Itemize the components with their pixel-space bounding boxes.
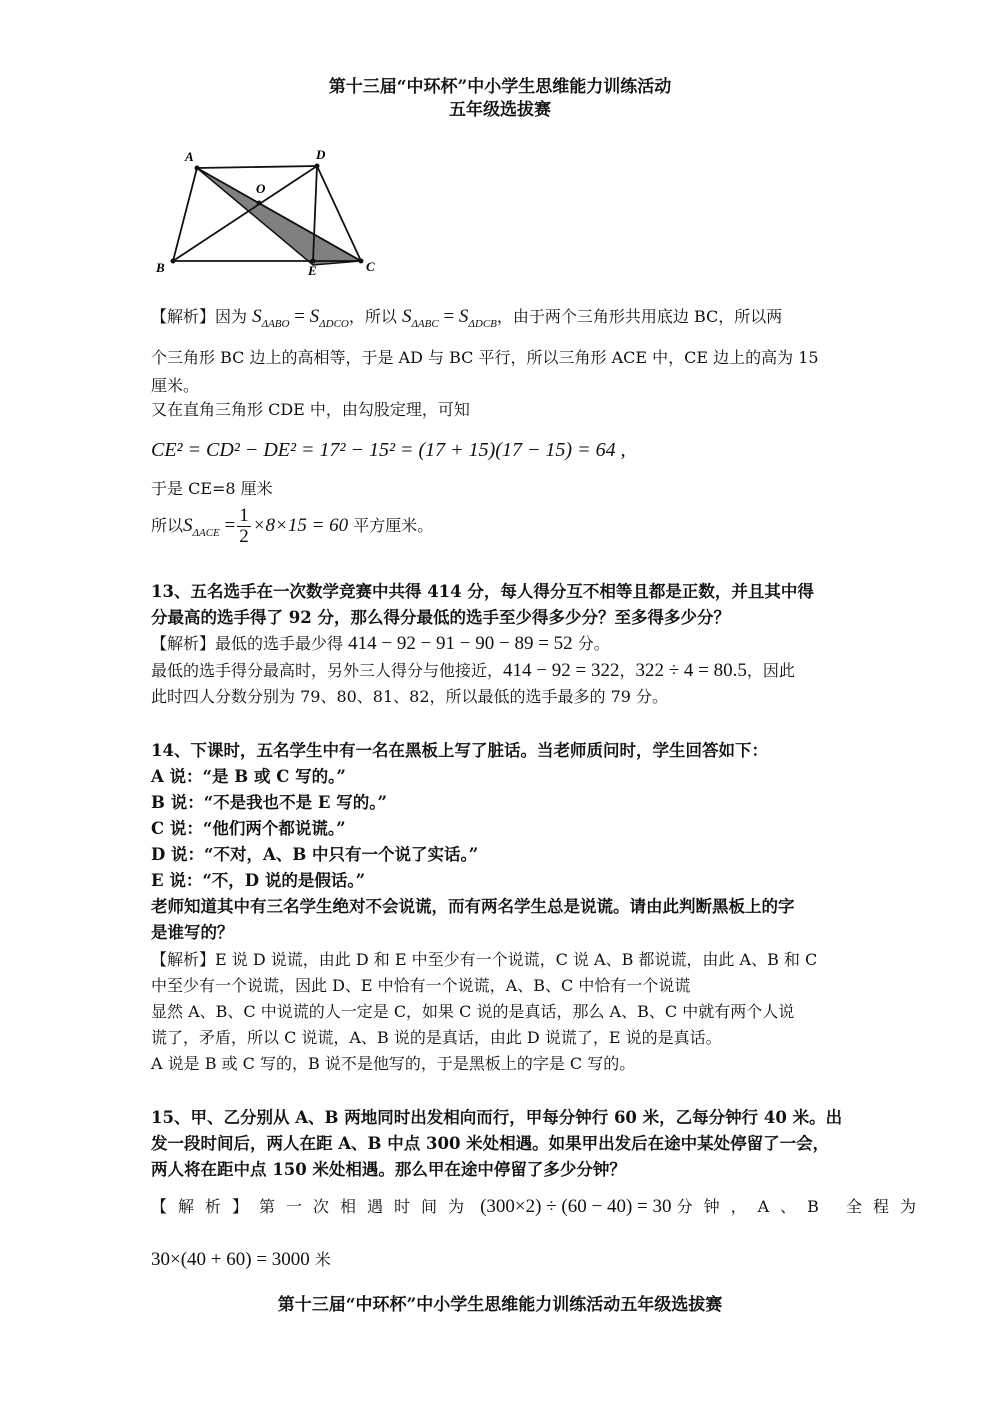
q13-solution-line-2: 最低的选手得分最高时，另外三人得分与他接近，414 − 92 = 322，322 ÷ 4 = 80.5，因此 bbox=[151, 660, 795, 681]
point-b bbox=[171, 259, 176, 264]
q13-solution-line-1: 【解析】最低的选手最少得 414 − 92 − 91 − 90 − 89 = 52 分。 bbox=[151, 633, 610, 654]
point-o bbox=[257, 201, 262, 206]
q12-solution-line-1: 【解析】因为 $S_{\Delta ABO} = S_{\Delta DCO}$，所以 $S_{\Delta ABC} = S_{\Delta DCB}$，由于两个三角形共用底边 BC，所以两 bbox=[151, 306, 783, 330]
q15-question-line-1: 15、甲、乙分别从 A、B 两地同时出发相向而行，甲每分钟行 60 米，乙每分钟行 40 米。出 bbox=[151, 1108, 843, 1127]
q14-statement-e: E 说：“不，D 说的是假话。” bbox=[151, 871, 366, 890]
label-c: C bbox=[366, 259, 375, 274]
page-title: 第十三届“中环杯”中小学生思维能力训练活动 bbox=[328, 77, 672, 97]
q14-solution-line-4: 谎了，矛盾，所以 C 说谎，A、B 说的是真话，由此 D 说谎了，E 说的是真话。 bbox=[151, 1028, 722, 1047]
page-footer: 第十三届“中环杯”中小学生思维能力训练活动五年级选拔赛 bbox=[277, 1295, 723, 1315]
segment-ac bbox=[197, 168, 361, 261]
q14-statement-c: C 说：“他们两个都说谎。” bbox=[151, 819, 346, 838]
label-d: D bbox=[316, 147, 326, 162]
q15-question-line-3: 两人将在距中点 150 米处相遇。那么甲在途中停留了多少分钟？ bbox=[151, 1160, 626, 1179]
trapezoid-figure bbox=[150, 145, 390, 280]
q14-solution-line-1: 【解析】E 说 D 说谎，由此 D 和 E 中至少有一个说谎，C 说 A、B 都说谎，由此 A、B 和 C bbox=[151, 950, 818, 969]
q12-formula: CE² = CD² − DE² = 17² − 15² = (17 + 15)(17 − 15) = 64 , bbox=[151, 439, 626, 461]
q12-solution-line-4: 又在直角三角形 CDE 中，由勾股定理，可知 bbox=[151, 400, 470, 419]
q14-solution-line-5: A 说是 B 或 C 写的，B 说不是他写的，于是黑板上的字是 C 写的。 bbox=[151, 1054, 636, 1073]
q14-solution-line-2: 中至少有一个说谎，因此 D、E 中恰有一个说谎，A、B、C 中恰有一个说谎 bbox=[151, 976, 691, 995]
q12-solution-line-6: 于是 CE=8 厘米 bbox=[151, 479, 273, 498]
point-d bbox=[315, 164, 320, 169]
q12-solution-line-3: 厘米。 bbox=[151, 376, 200, 395]
point-c bbox=[359, 259, 364, 264]
label-a: A bbox=[185, 149, 194, 164]
label-b: B bbox=[156, 260, 165, 275]
page-subtitle: 五年级选拔赛 bbox=[449, 100, 551, 120]
q15-question-line-2: 发一段时间后，两人在距 A、B 中点 300 米处相遇。如果甲出发后在途中某处停留了一会， bbox=[151, 1134, 830, 1153]
q15-solution-line-1: 【解析】第一次相遇时间为 (300×2) ÷ (60 − 40) = 30 分钟，A、B 全程为 bbox=[151, 1196, 927, 1217]
q14-statement-a: A 说：“是 B 或 C 写的。” bbox=[151, 767, 346, 786]
q14-question-line-2: 老师知道其中有三名学生绝对不会说谎，而有两名学生总是说谎。请由此判断黑板上的字 bbox=[151, 897, 795, 916]
q14-question-line-3: 是谁写的？ bbox=[151, 923, 234, 942]
label-o: O bbox=[256, 181, 266, 196]
q14-statement-b: B 说：“不是我也不是 E 写的。” bbox=[151, 793, 387, 812]
q13-question-line-2: 分最高的选手得了 92 分，那么得分最低的选手至少得多少分？至多得多少分？ bbox=[151, 608, 730, 627]
q13-solution-line-3: 此时四人分数分别为 79、80、81、82，所以最低的选手最多的 79 分。 bbox=[151, 687, 669, 706]
label-e: E bbox=[308, 263, 317, 278]
q13-question-line-1: 13、五名选手在一次数学竞赛中共得 414 分，每人得分互不相等且都是正数，并且其中得 bbox=[151, 582, 814, 601]
q14-solution-line-3: 显然 A、B、C 中说谎的人一定是 C，如果 C 说的是真话，那么 A、B、C 中就有两个人说 bbox=[151, 1002, 795, 1021]
point-a bbox=[195, 166, 200, 171]
q15-solution-line-2: 30×(40 + 60) = 3000 米 bbox=[151, 1249, 331, 1270]
q14-statement-d: D 说：“不对，A、B 中只有一个说了实话。” bbox=[151, 845, 479, 864]
segment-ad bbox=[197, 166, 317, 168]
q14-question-line-1: 14、下课时，五名学生中有一名在黑板上写了脏话。当老师质问时，学生回答如下： bbox=[151, 741, 768, 760]
q12-solution-line-7: 所以$S_{\Delta ACE}$ = $\frac{1}{2}$ ×8×15 = 60 平方厘米。 bbox=[151, 505, 434, 547]
q12-solution-line-2: 个三角形 BC 边上的高相等，于是 AD 与 BC 平行，所以三角形 ACE 中，CE 边上的高为 15 bbox=[151, 348, 819, 367]
